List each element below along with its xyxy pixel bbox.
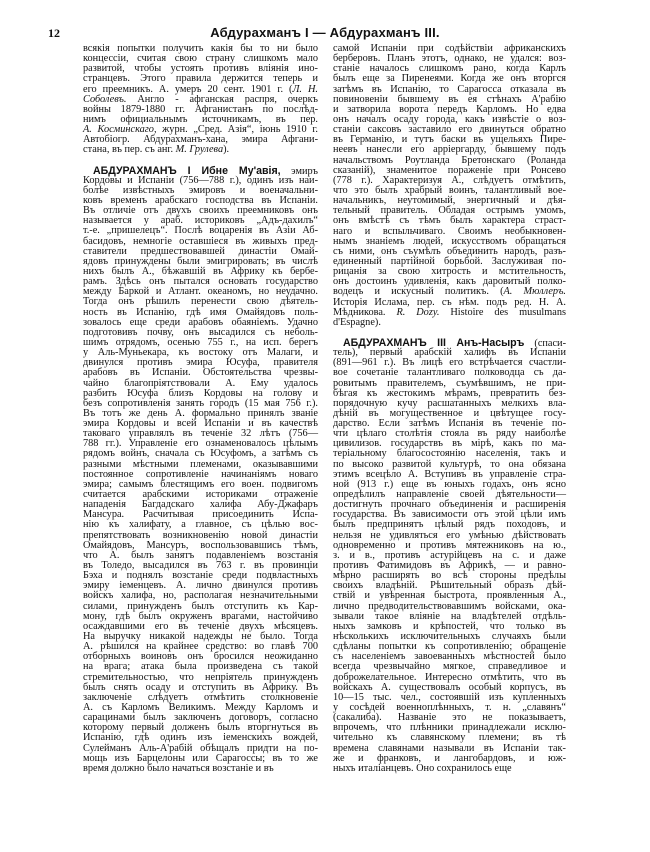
left-column [83,44,318,774]
text-line: наго и вспыльчиваго. Своимъ необыкновен- [333,225,566,237]
text-line: затѣмъ въ Испанію, то Сарагосса отказала въ [333,83,566,95]
text-line: 10—15 тыс. чел., состоявшій изъ купленныхъ [333,691,566,703]
text-line: повиновеніи бывшему въ ея стѣнахъ А'рабію [333,93,566,105]
text-line: зовалось еще среди арабовъ обаяніемъ. Удачно [83,316,318,328]
text-line: Въ тотъ же день А. формально принялъ званіе [83,407,318,419]
text-line: ныхъ замковъ и крѣпостей, что только въ [333,620,566,632]
text-line: теріальному благосостоянію населенія, такъ и [333,448,566,460]
text-line: въ Германію, и тутъ баски въ ущельяхъ Пире- [333,134,566,146]
text-line: съ ними, онъ съумѣлъ объединить народъ, разъ- [333,245,566,257]
text-line: заключеніе слѣдуетъ отмѣтить столкновеніе [83,691,318,703]
text-line: Кордовы и Испаніи (756—788 г.), одинъ изъ наи- [83,174,318,186]
text-line: всякія попытки получить какія бы то ни было [83,43,318,54]
text-line: нельзя не удивляться его умѣнью дѣйствовать [333,529,566,541]
text-line: противъ Фатимидовъ въ Африкѣ, — и равно- [333,560,566,572]
headword: АБДУРАХМАНЪ I Ибне Му'авія, [93,164,281,177]
text-line: нымъ знаніемъ людей, искусствомъ обращаться [333,235,566,247]
text-line: сдѣланы попытки къ сопротивленію; обращеніе [333,641,566,653]
text-line: шимъ отрядомъ, осенью 755 г., на исп. берегъ [83,336,318,348]
text-line: цивилизов. государствъ въ мірѣ, какъ по ма- [333,438,566,450]
text-line: войскахъ А. существовалъ особый корпусъ, въ [333,681,566,693]
text-line: эмиру іеменцевъ. А. лично двинулся противъ [83,580,318,592]
text-line: войны 1879-1880 гг. Афганистанъ по послѣд- [83,103,318,115]
text-line: станіе началось слишкомъ рано, когда Карлъ [333,63,566,75]
text-line: осаждавшими его въ теченіе двухъ мѣсяцевъ. [83,620,318,632]
text-line: съ населеніемъ завоеванныхъ мѣстностей было [333,651,566,663]
text-segment: стана, въ пер. съ анг. [83,144,176,156]
text-line: что А. былъ занятъ подавленіемъ возстанія [83,549,318,561]
text-line: эмира Кордовы и всей Испаніи и въ качествѣ [83,418,318,430]
text-line: Омайядовъ, Мансуръ, воспользовавшись тѣмъ, [83,539,318,551]
text-line: болѣе извѣстныхъ эмировъ и военачальни- [83,184,318,196]
paragraph [83,44,318,156]
text-line: препятствовать возникновенію новой династіи [83,529,318,541]
text-line: Тогда онъ рѣшилъ перенести свою дѣятель- [83,296,318,308]
text-line: мощь изъ Барцелоны или Сарагоссы; въ то же [83,752,318,764]
text-line: лично предводительствовавшимъ войсками, ока- [333,600,566,612]
text-line: странцевъ. Этого правила держится теперь и [83,73,318,85]
text-line: ность въ Испанію, гдѣ имя Омайядовъ поль- [83,306,318,318]
text-line: ствій и увѣренная быстрота, проявленныя А., [333,590,566,602]
text-line: Сулейманъ Аль-А'рабій обѣщалъ придти на по- [83,742,318,754]
text-line: сарацинами былъ заключенъ договоръ, согласно [83,712,318,724]
text-line: онъ вмѣстѣ съ тѣмъ былъ характера страст- [333,215,566,227]
text-line: время должно было начаться возстаніе и въ [83,762,274,774]
text-line: Испанію, гдѣ одинъ изъ іеменскихъ вождей, [83,732,318,744]
text-line: постоянное сопротивленіе начинаніямъ новаго [83,468,318,480]
article-entry [333,338,566,774]
text-line: начальствомъ Роутланда Бретонскаго (Роланда [333,154,566,166]
text-line: у сосѣдей военноплѣнныхъ, т. н. „славянъ“ [333,702,566,713]
text-line: рамъ. Здѣсь онъ пытался основать государство [83,276,318,288]
text-segment: эмиръ [280,165,318,177]
article-entry [83,166,318,774]
text-line: ядовъ принуждены были эмигрировать; въ числѣ [83,255,318,267]
author-citation: А. Косминскаго, [83,124,157,136]
text-line: войскъ халифа, но, располагая незначительными [83,590,318,602]
text-line: опредѣлилъ направленіе своей дѣятельности— [333,489,566,501]
author-citation: Соболевъ. [83,93,127,105]
text-line: впрочемъ, что плѣнники принадлежали исклю- [333,722,566,734]
text-line: неевъ нанесли его аррiергарду, бывшему подъ [333,144,566,156]
text-line: подготовивъ почву, онъ высадился съ неболь- [83,326,318,338]
text-line: Въ отличіе отъ двухъ своихъ преемниковъ онъ [83,205,318,217]
text-line: Автобіогр. Абдурахманъ-хана, эмира Афгани- [83,134,318,146]
text-line: d'Espagne). [333,316,381,328]
text-line: А. съ Карломъ Великимъ. Между Карломъ и [83,702,318,713]
text-line: которому первый долженъ былъ вторгнуться въ [83,722,318,734]
author-citation: М. Грулева [175,144,224,156]
text-line: времена славянами называли въ Испаніи так- [333,742,566,754]
text-line: у Аль-Муньекара, къ востоку отъ Малаги, и [83,347,318,359]
text-line: ковъ временъ арабскаго господства въ Испаніи. [83,194,318,206]
text-line: сказаній), знаменитое пораженіе при Ронсево [333,164,566,176]
text-line: т.-е. „пришелецъ“. Послѣ воцаренія въ Азіи Аб- [83,225,318,237]
text-line: (сакалиба). Названіе это не показываетъ, [333,712,566,724]
author-citation: А. Мюллеръ. [503,286,566,298]
text-line: тельный правитель. Обладая острымъ умомъ, [333,205,566,217]
page-number: 12 [48,26,60,40]
text-line: чайно благопріятствовали А. Ему удалось [83,377,318,389]
text-line: чти цѣлаго столѣтія стояла въ ряду наиболѣе [333,428,566,440]
text-line: рядомъ войнъ, сначала съ Юсуфомъ, а затѣмъ съ [83,448,318,460]
paragraph [333,44,566,328]
text-line: рицанія за свою хитрость и мстительность, [333,266,566,278]
text-line: онъ началъ осаду города, какъ извѣстіе о воз- [333,113,566,125]
text-line: начальникъ, неутомимый, энергичный и дѣя- [333,195,566,207]
text-line: самой Испаніи при содѣйствіи африканскихъ [333,43,566,54]
text-line: ровитымъ правителемъ, съумѣвшимъ, не при- [333,377,566,389]
text-line: двинулся противъ эмира Юсуфа, правителя [83,357,318,369]
text-line: (891—961 г.). Въ лицѣ его встрѣчается счастли- [333,357,566,369]
text-segment: Англо - афганская распря, очеркъ [126,93,318,105]
text-line: нію къ халифату, а главное, съ цѣлью вос- [83,519,318,531]
text-line: отборныхъ воиновъ онъ бросился неожиданно [83,651,318,663]
text-line: между Баркой и Атлант. океаномъ, но неудачно. [83,286,318,298]
text-line: эмира; самымъ блестящимъ его воен. подвигомъ [83,478,318,490]
text-line: На выручку никакой надежды не было. Тогда [83,631,318,643]
text-line: разбить Юсуфа близъ Кордовы на голову и [83,387,318,399]
text-segment: его преемникъ. А. умеръ 20 сент. 1901 г. ( [83,83,293,95]
text-line: басидовъ, немногіе оставшіеся въ живыхъ пред- [83,235,318,247]
text-line: одновременно и противъ мятежниковъ на ю., [333,539,566,551]
text-segment: журн. „Сред. Азія“, іюнь 1910 г. [156,124,318,136]
running-header-title: Абдурахманъ I — Абдурахманъ III. [210,25,440,40]
author-citation: R. Dozy. [396,306,440,318]
right-column [333,44,566,774]
text-line: былъ еще за Пиренеями. Когда же онъ вторгся [333,73,566,85]
text-line: дѣній въ могущественное и цвѣтущее госу- [333,407,566,419]
text-line: Бэха и поднялъ возстаніе среди подвластныхъ [83,570,318,582]
text-line: своихъ владѣній. Рѣшительный образъ дѣй- [333,580,566,592]
text-line: мону, гдѣ былъ окруженъ врагами, настойчиво [83,610,318,622]
text-line: и затворила ворота передъ Карломъ. Но едва [333,103,566,115]
text-segment: Мѣдникова. [333,306,397,318]
text-line: бѣгая къ жестокимъ мѣрамъ, превратить без- [333,387,566,399]
text-line: концессіи, считая свою страну слишкомъ мало [83,53,318,65]
text-segment: (спаси- [524,337,566,349]
text-line: считается арабскими историками отраженіе [83,489,318,501]
text-line: единенный партійной борьбой. Заслуживая по- [333,255,566,267]
text-line: всегда чрезвычайно мягкое, справедливое и [333,661,566,673]
text-line: Исторія Ислама, пер. съ нѣм. подъ ред. Н. А. [333,296,566,308]
text-line: государства. Въ зависимости отъ этой цѣли имъ [333,509,566,521]
text-line: (778 г.). Характеризуя А., слѣдуетъ отмѣтить, [333,174,566,186]
text-line: ныхъ италіанцевъ. Оно сохранилось еще [333,762,512,774]
text-line: з. и в., противъ астурійцевъ на с. и даже [333,549,566,561]
text-line: мѣрно расширять во всѣ стороны предѣлы [333,570,566,582]
text-line: доброжелательное. Интересно отмѣтить, что въ [333,671,566,683]
text-line: по высоко развитой культурѣ, то она обязана [333,458,566,470]
text-line: берберовъ. Планъ этотъ, однако, не удался: воз- [333,53,566,65]
text-line: Мансура. Расчитывая присоединить Испа- [83,509,318,521]
text-line: что это былъ храбрый воинъ, талантливый вое- [333,184,566,196]
text-segment: водецъ и искусный политикъ. ( [333,286,504,298]
text-line: арабовъ въ Испаніи. Обстоятельства чрезвы- [83,367,318,379]
text-line: нимъ официальнымъ источникамъ, въ пер. [83,113,318,125]
text-line: А. рѣшился на крайнее средство: во главѣ 700 [83,641,318,653]
text-line: стремительностью, что непріятель принужденъ [83,671,318,683]
text-line: тель), первый арабскій халифъ въ Испаніи [333,347,566,359]
text-line: достигнуть прочнаго объединенія и расширенія [333,499,566,511]
text-line: вое сочетаніе талантливаго полководца съ да- [333,367,566,379]
text-line: же и франковъ, и лангобардовъ, и юж- [333,752,566,764]
text-line: нихъ былъ А., бѣжавшій въ Африку къ бербе- [83,265,318,277]
text-line: въ Толедо, высадился въ 763 г. въ провинціи [83,560,318,572]
text-line: развитой, чтобы устоять противъ вліянія ино- [83,63,318,75]
text-line: безъ сопротивленія занять городъ (15 мая 756 г.). [83,397,318,409]
text-line [83,145,318,155]
author-citation: Л. Н. [292,83,318,95]
text-line: чительно къ славянскому племени; въ тѣ [333,732,566,744]
text-line: ной (913 г.) еще въ юныхъ годахъ, онъ ясно [333,478,566,490]
text-line: ставители предшествовавшей династіи Омай- [83,245,318,257]
text-line: зывали такое вліяніе на владѣтелей отдѣль- [333,610,566,622]
text-line: разными мѣстными племенами, оказывавшими [83,458,318,470]
text-line: порядочную кучу расшатанныхъ мелкихъ вла- [333,397,566,409]
text-segment: Histoire des musulmans [439,306,566,318]
text-line: называется у араб. историковъ „Адъ-дахилъ“ [83,215,318,227]
text-line [333,287,566,297]
text-line: дарство. Если затѣмъ Испанія въ теченіе по- [333,418,566,430]
text-segment: ). [223,144,230,156]
text-line: таковаго управлялъ въ теченіе 32 лѣтъ (756— [83,428,318,440]
text-line: нападенія Багдадскаго халифа Абу-Джафаръ [83,499,318,511]
headword: АБДУРАХМАНЪ III Анъ-Насыръ [343,336,525,349]
text-line: этимъ всецѣло А. Вступивъ въ управленіе стра- [333,468,566,480]
text-line: станіи саксовъ заставило его двинуться обратно [333,124,566,136]
text-line: былъ предпринятъ цѣлый рядъ походовъ, и [333,519,566,531]
text-line: онъ достоинъ удивленія, какъ даровитый полко- [333,276,566,288]
text-line: былъ снять осаду и отступить въ Африку. Въ [83,681,318,693]
text-line: 788 гг.). Управленіе его ознаменовалось цѣлымъ [83,438,318,450]
text-line: на врага; атака была произведена съ такой [83,661,318,673]
text-line: силами, принужденъ былъ отступить къ Кар- [83,600,318,612]
text-line: нѣсколькихъ исключительныхъ случаяхъ были [333,631,566,643]
